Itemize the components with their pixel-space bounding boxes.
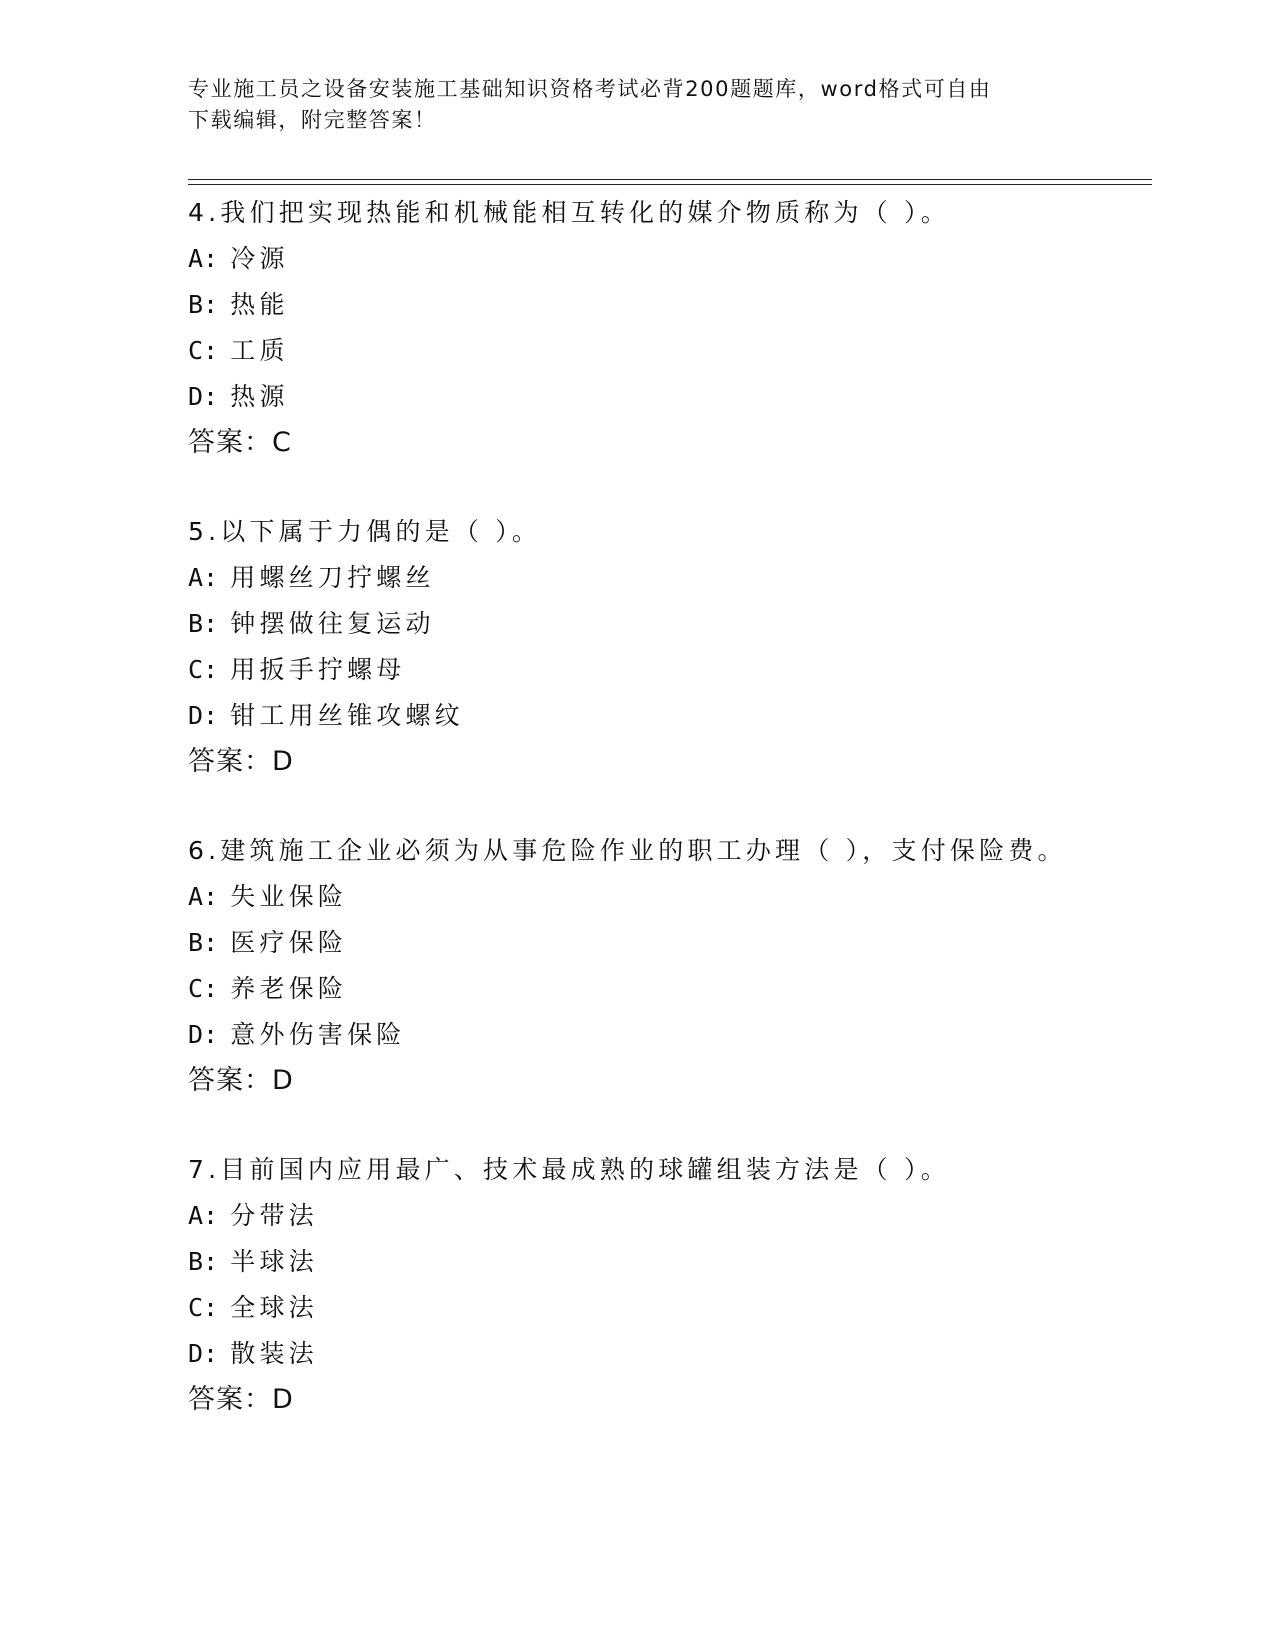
option-text: 钳工用丝锥攻螺纹 [230,701,464,730]
option-text: 全球法 [230,1293,318,1322]
option-b [188,920,1152,966]
option-text: 半球法 [230,1247,318,1276]
option-text: 医疗保险 [230,928,348,957]
answer: 答案：C [188,427,292,458]
option-a [188,874,1152,920]
question-4 [188,190,1152,509]
option-c [188,328,1152,374]
option-text: 冷源 [230,244,289,273]
option-text: 热源 [230,382,289,411]
question-5 [188,509,1152,828]
option-label: B: [188,928,219,957]
question-stem: 7.目前国内应用最广、技术最成熟的球罐组装方法是（ ）。 [188,1155,950,1184]
option-c [188,647,1152,693]
option-label: A: [188,244,219,273]
header-line-2: 下载编辑，附完整答案！ [188,108,437,132]
option-label: C: [188,974,219,1003]
document-header [188,74,1068,136]
option-a [188,236,1152,282]
option-c [188,1285,1152,1331]
option-text: 失业保险 [230,882,348,911]
question-7 [188,1147,1152,1466]
option-text: 工质 [230,336,289,365]
option-text: 用扳手拧螺母 [230,655,406,684]
option-d [188,1331,1152,1377]
option-label: D: [188,382,219,411]
option-b [188,601,1152,647]
option-label: B: [188,609,219,638]
option-text: 养老保险 [230,974,348,1003]
header-divider-top [188,179,1152,180]
header-divider-bottom [188,184,1152,185]
option-b [188,1239,1152,1285]
option-label: C: [188,1293,219,1322]
question-6 [188,828,1152,1147]
option-a [188,1193,1152,1239]
option-text: 分带法 [230,1201,318,1230]
option-text: 热能 [230,290,289,319]
option-a [188,555,1152,601]
option-label: D: [188,1020,219,1049]
option-text: 散装法 [230,1339,318,1368]
option-label: D: [188,1339,219,1368]
option-c [188,966,1152,1012]
option-label: D: [188,701,219,730]
option-text: 用螺丝刀拧螺丝 [230,563,435,592]
answer: 答案：D [188,1384,294,1415]
option-d [188,1012,1152,1058]
option-d [188,374,1152,420]
question-stem: 4.我们把实现热能和机械能相互转化的媒介物质称为（ ）。 [188,198,950,227]
question-list [188,190,1152,1466]
option-label: B: [188,1247,219,1276]
option-label: A: [188,882,219,911]
option-label: C: [188,336,219,365]
option-label: A: [188,1201,219,1230]
option-text: 意外伤害保险 [230,1020,406,1049]
header-line-1: 专业施工员之设备安装施工基础知识资格考试必背200题题库，word格式可自由 [188,77,992,101]
answer: 答案：D [188,1065,294,1096]
option-label: A: [188,563,219,592]
option-d [188,693,1152,739]
question-stem: 5.以下属于力偶的是（ ）。 [188,517,542,546]
option-text: 钟摆做往复运动 [230,609,435,638]
option-b [188,282,1152,328]
option-label: B: [188,290,219,319]
question-stem: 6.建筑施工企业必须为从事危险作业的职工办理（ ），支付保险费。 [188,836,1067,865]
option-label: C: [188,655,219,684]
answer: 答案：D [188,746,294,777]
